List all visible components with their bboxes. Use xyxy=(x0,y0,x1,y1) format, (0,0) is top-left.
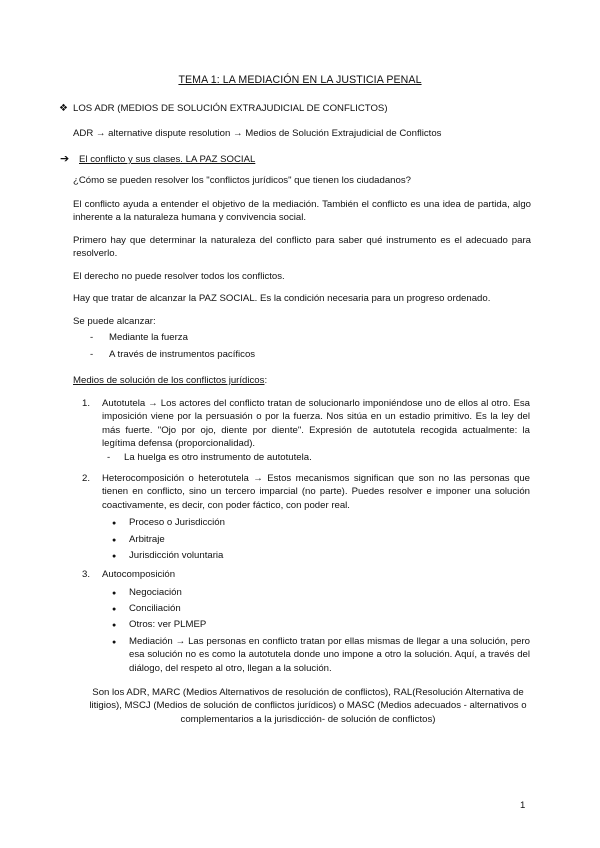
list-number: 2. xyxy=(82,473,91,484)
dash-marker: - xyxy=(107,452,111,463)
list-item: Arbitraje xyxy=(129,534,165,545)
item-heterocomposicion: Heterocomposición o heterotutela → Estos mecanismos significan que son no las personas que tienen en conflicto, sino un tercero imparcial (no parte). Puedes resolver e imponer una solución coactivamente, es decir, con poder fáctico, con poder real. xyxy=(102,473,530,511)
page-title: TEMA 1: LA MEDIACIÓN EN LA JUSTICIA PENAL xyxy=(178,74,422,86)
page-number: 1 xyxy=(520,800,526,811)
diamond-bullet-icon: ❖ xyxy=(59,103,68,114)
question-paragraph: ¿Cómo se pueden resolver los "conflictos jurídicos" que tienen los ciudadanos? xyxy=(73,175,411,186)
list-item: Jurisdicción voluntaria xyxy=(129,550,224,561)
closing-paragraph: Son los ADR, MARC (Medios Alternativos de resolución de conflictos), RAL(Resolución Alternativa de litigios), MSCJ (Medios de solución de conflictos jurídicos) o MASC (Medios adecuados - alternativos o complementarios a la jurisdicción- de solución de conflictos) xyxy=(89,687,527,725)
list-number: 1. xyxy=(82,398,91,409)
dash-marker: - xyxy=(90,332,94,343)
list-item: Otros: ver PLMEP xyxy=(129,619,207,630)
list-item: Mediante la fuerza xyxy=(109,332,188,343)
medios-heading: Medios de solución de los conflictos jurídicos xyxy=(73,375,265,386)
dot-marker: ● xyxy=(112,622,117,629)
dot-marker: ● xyxy=(112,590,117,597)
dot-marker: ● xyxy=(112,553,117,560)
list-item: A través de instrumentos pacíficos xyxy=(109,349,256,360)
subsection-heading: El conflicto y sus clases. LA PAZ SOCIAL xyxy=(79,154,256,165)
arrow-bullet-icon: ➔ xyxy=(60,153,70,165)
medios-colon: : xyxy=(264,375,268,386)
item-autotutela: Autotutela → Los actores del conflicto tratan de solucionarlo imponiéndose uno de ellos al otro. Esa imposición viene por la persuasión o por la fuerza. Nos sitúa en un estadio primitivo. Es la ley del más fuerte. "Ojo por ojo, diente por diente". Expresión de autotutela recogida actualmente: la legítima defensa (proporcionalidad). xyxy=(102,398,530,450)
list-item: La huelga es otro instrumento de autotutela. xyxy=(124,452,312,463)
dot-marker: ● xyxy=(112,520,117,527)
adr-definition-line: ADR → alternative dispute resolution → Medios de Solución Extrajudicial de Conflictos xyxy=(73,128,442,139)
item-autocomposicion: Autocomposición xyxy=(102,569,176,580)
list-number: 3. xyxy=(82,569,91,580)
paragraph-reach: Se puede alcanzar: xyxy=(73,316,156,327)
list-item: Negociación xyxy=(129,587,182,598)
dot-marker: ● xyxy=(112,537,117,544)
dash-marker: - xyxy=(90,349,94,360)
section-heading: LOS ADR (MEDIOS DE SOLUCIÓN EXTRAJUDICIAL DE CONFLICTOS) xyxy=(73,103,388,114)
dot-marker: ● xyxy=(112,639,117,646)
paragraph-conflict: El conflicto ayuda a entender el objetivo de la mediación. También el conflicto es una idea de partida, algo inherente a la naturaleza humana y convivencia social. xyxy=(73,199,531,224)
item-mediacion: Mediación → Las personas en conflicto tratan por ellas mismas de llegar a una solución, pero esa solución no es como la autotutela donde uno impone a otro la solución. Aquí, a través del diálogo, del respeto al otro, llegan a la solución. xyxy=(129,636,530,674)
paragraph-law: El derecho no puede resolver todos los conflictos. xyxy=(73,271,285,282)
paragraph-nature: Primero hay que determinar la naturaleza del conflicto para saber qué instrumento es el adecuado para resolverlo. xyxy=(73,235,531,260)
paragraph-peace: Hay que tratar de alcanzar la PAZ SOCIAL. Es la condición necesaria para un progreso ordenado. xyxy=(73,293,491,304)
list-item: Proceso o Jurisdicción xyxy=(129,517,225,528)
dot-marker: ● xyxy=(112,606,117,613)
list-item: Conciliación xyxy=(129,603,181,614)
medios-heading-line xyxy=(73,374,267,387)
